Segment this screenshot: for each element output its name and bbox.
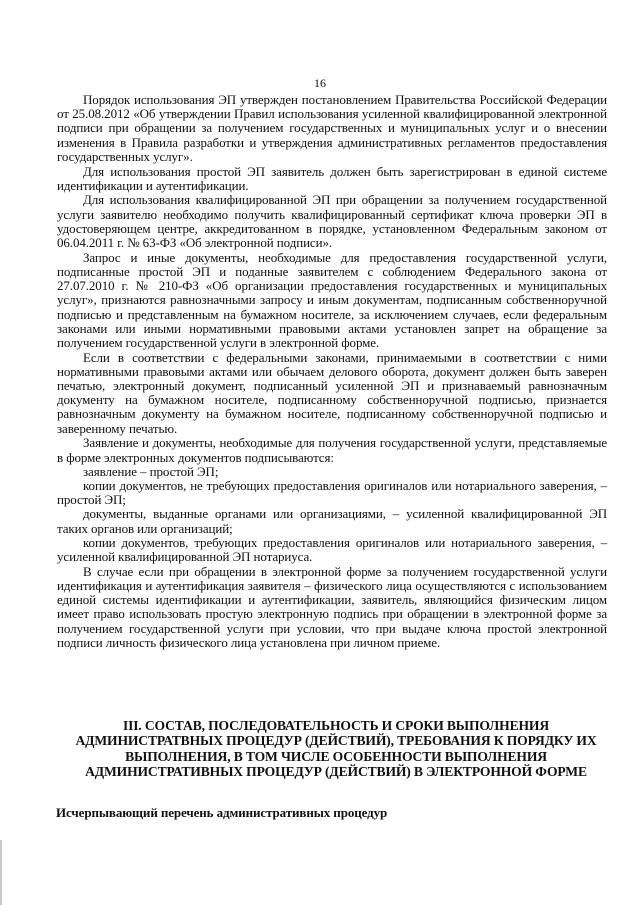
scan-edge-divider	[0, 840, 2, 905]
paragraph-qualified-es: Для использования квалифицированной ЭП при обращении за получением государственной услуги заявителю необходимо получить квалифицированный сертификат ключа проверки ЭП в удостоверяющем центре, аккредитованном в порядке, установленном Федеральным законом от 06.04.2011 г. № 63-ФЗ «Об электронной подписи».	[57, 192, 607, 251]
page-number: 16	[314, 76, 326, 90]
paragraph-request-documents: Запрос и иные документы, необходимые для предоставления государственной услуги, подписанные простой ЭП и поданные заявителем с соблюдением Федерального закона от 27.07.2010 г. № 210-ФЗ «Об организации предоставления государственных и муниципальных услуг», признаются равнозначными запросу и иным документам, подписанным собственноручной подписью и представленным на бумажном носителе, за исключением случаев, если федеральным законами или иными нормативными правовыми актами установлен запрет на обращение за получением государственной услуги в электронной форме.	[57, 249, 607, 350]
paragraph-seal-documents: Если в соответствии с федеральными законами, принимаемыми в соответствии с ними нормативными правовыми актами или обычаем делового оборота, документ должен быть заверен печатью, электронный документ, подписанный усиленной ЭП и признаваемый равнозначным документу на бумажном носителе, подписанному собственноручной подписью, признается равнозначным документу на бумажном носителе, подписанному собственноручной подписью и заверенному печатью.	[57, 349, 607, 436]
section-heading: III. СОСТАВ, ПОСЛЕДОВАТЕЛЬНОСТЬ И СРОКИ ВЫПОЛНЕНИЯ АДМИНИСТРАТВНЫХ ПРОЦЕДУР (ДЕЙСТВИЙ), ТРЕБОВАНИЯ К ПОРЯДКУ ИХ ВЫПОЛНЕНИЯ, В ТОМ ЧИСЛЕ ОСОБЕННОСТИ ВЫПОЛНЕНИЯ АДМИНИСТРАТИВНЫХ ПРОЦЕДУР (ДЕЙСТВИЙ) В ЭЛЕКТРОННОЙ ФОРМЕ	[75, 718, 597, 779]
paragraph-signing-intro: Заявление и документы, необходимые для получения государственной услуги, представляемые в форме электронных документов подписываются:	[57, 435, 607, 465]
list-item-issued-documents: документы, выданные органами или организациями, – усиленной квалифицированной ЭП таких органов или организаций;	[57, 506, 607, 536]
paragraph-simple-es: Для использования простой ЭП заявитель должен быть зарегистрирован в единой системе идентификации и аутентификации.	[57, 163, 607, 193]
list-item-copies-notary: копии документов, требующих предоставления оригиналов или нотариального заверения, – усиленной квалифицированной ЭП нотариуса.	[57, 534, 607, 564]
paragraph-es-procedure: Порядок использования ЭП утвержден постановлением Правительства Российской Федерации от 25.08.2012 «Об утверждении Правил использования усиленной квалифицированной электронной подписи при обращении за получением государственных и муниципальных услуг и о внесении изменения в Правила разработки и утверждения административных регламентов предоставления государственных услуг».	[57, 92, 607, 164]
list-item-copies-simple: копии документов, не требующих предоставления оригиналов или нотариального заверения, – простой ЭП;	[57, 477, 607, 508]
paragraph-identification: В случае если при обращении в электронной форме за получением государственной услуги идентификация и аутентификация заявителя – физического лица осуществляются с использованием единой системы идентификации и аутентификации, заявитель, являющийся физическим лицом имеет право использовать простую электронную подпись при обращении в электронной форме за получением государственной услуги при условии, что при выдаче ключа простой электронной подписи личность физического лица установлена при личном приеме.	[57, 563, 607, 650]
body-text	[57, 93, 607, 650]
subheading: Исчерпывающий перечень административных процедур	[56, 805, 388, 820]
list-item-application: заявление – простой ЭП;	[83, 463, 219, 479]
